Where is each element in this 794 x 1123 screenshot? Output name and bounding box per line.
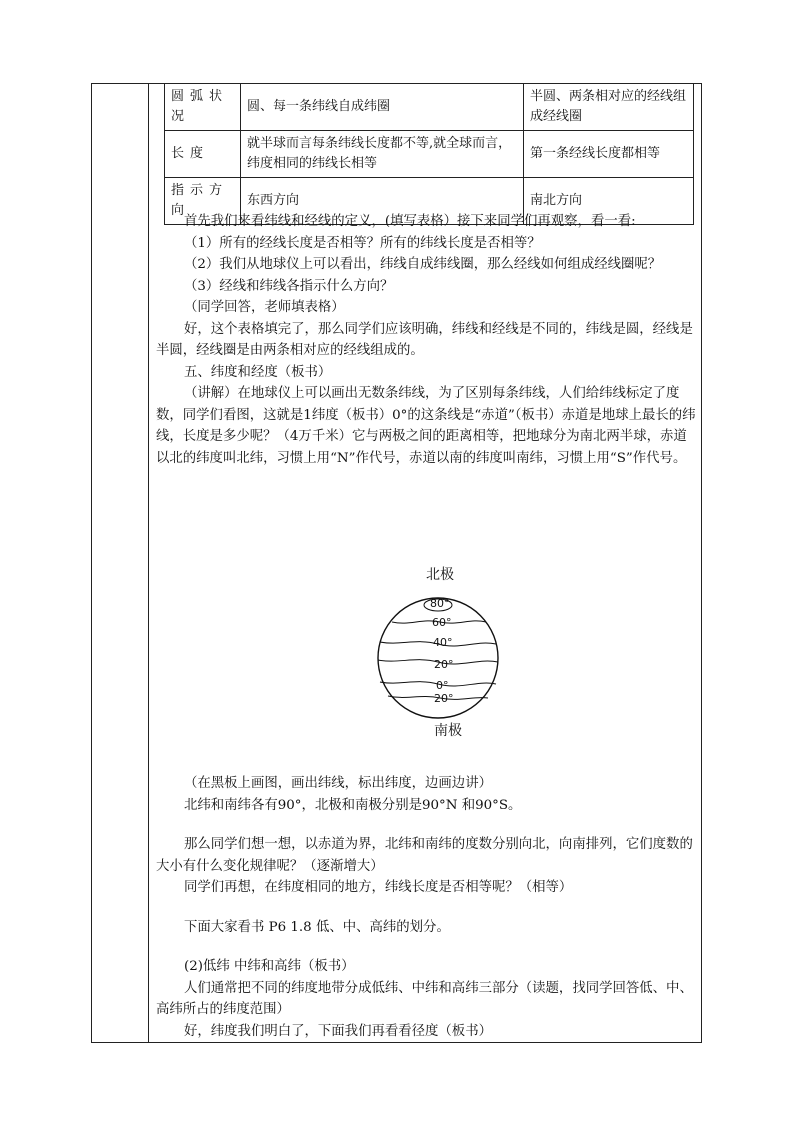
latitude-cell: 东西方向 <box>241 178 524 225</box>
table-row <box>165 131 694 178</box>
longitude-cell: 南北方向 <box>524 178 694 225</box>
latitude-label: 0° <box>436 679 449 692</box>
longitude-cell: 第一条经线长度都相等 <box>524 131 694 178</box>
row-header: 圆弧状况 <box>165 84 241 131</box>
section-heading: (2)低纬 中纬和高纬（板书） <box>184 959 355 974</box>
table-row <box>165 84 694 131</box>
paragraph: 那么同学们想一想，以赤道为界，北纬和南纬的度数分别向北，向南排列，它们度数的大小有什么变化规律呢？（逐渐增大） <box>156 837 693 874</box>
paragraph: （讲解）在地球仪上可以画出无数条纬线，为了区别每条纬线，人们给纬线标定了度数，同学们看图，这就是1纬度（板书）0°的这条线是“赤道”（板书）赤道是地球上最长的纬线，长度是多少呢？（4万千米）它与两极之间的距离相等，把地球分为南北两半球，赤道以北的纬度叫北纬，习惯上用“N”作代号，赤道以南的纬度叫南纬，习惯上用“S”作代号。 <box>156 386 696 466</box>
longitude-cell: 半圆、两条相对应的经线组成经线圈 <box>524 84 694 131</box>
frame-divider <box>148 83 149 1043</box>
paragraph: （3）经线和纬线各指示什么方向？ <box>184 278 394 294</box>
paragraph: （2）我们从地球仪上可以看出，纬线自成纬线圈，那么经线如何组成经线圈呢？ <box>184 257 662 272</box>
globe-drawing <box>370 560 510 745</box>
latitude-label: 60° <box>432 616 452 629</box>
row-header: 指示方向 <box>165 178 241 225</box>
south-pole-label: 南极 <box>434 723 462 739</box>
row-header: 长度 <box>165 131 241 178</box>
latitude-cell: 圆、每一条纬线自成纬圈 <box>241 84 524 131</box>
section-heading: 五、纬度和经度（板书） <box>184 364 332 380</box>
comparison-table <box>164 83 694 225</box>
spacer <box>156 899 696 917</box>
latitude-cell: 就半球而言每条纬线长度都不等,就全球而言，纬度相同的纬线长相等 <box>241 131 524 178</box>
paragraph: 首先我们来看纬线和经线的定义，(填写表格）接下来同学们再观察，看一看: <box>184 214 636 229</box>
paragraph: 好，纬度我们明白了，下面我们再看看径度（板书） <box>184 1023 492 1039</box>
north-pole-label: 北极 <box>426 567 454 583</box>
paragraph: （在黑板上画图，画出纬线，标出纬度，边画边讲） <box>184 776 492 791</box>
latitude-label: 20° <box>434 658 454 671</box>
globe-figure <box>370 560 510 745</box>
paragraph: 好，这个表格填完了，那么同学们应该明确，纬线和经线是不同的，纬线是圆，经线是半圆，经线圈是由两条相对应的经线组成的。 <box>156 321 693 358</box>
lesson-text-bottom <box>156 773 696 1042</box>
latitude-label: 40° <box>433 636 453 649</box>
lesson-text-top <box>156 211 696 469</box>
spacer <box>156 938 696 956</box>
paragraph: 人们通常把不同的纬度地带分成低纬、中纬和高纬三部分（读题，找同学回答低、中、高纬所占的纬度范围） <box>156 980 693 1017</box>
paragraph: （1）所有的经线长度是否相等？所有的纬线长度是否相等？ <box>184 235 541 251</box>
spacer <box>156 816 696 834</box>
paragraph: 下面大家看书 P6 1.8 低、中、高纬的划分。 <box>184 919 450 935</box>
latitude-label: 80° <box>430 597 450 610</box>
paragraph: （同学回答，老师填表格） <box>184 300 345 315</box>
paragraph: 北纬和南纬各有90°，北极和南极分别是90°N 和90°S。 <box>184 797 522 813</box>
latitude-label: 20° <box>434 692 454 705</box>
paragraph: 同学们再想，在纬度相同的地方，纬线长度是否相等呢？（相等） <box>184 880 573 895</box>
